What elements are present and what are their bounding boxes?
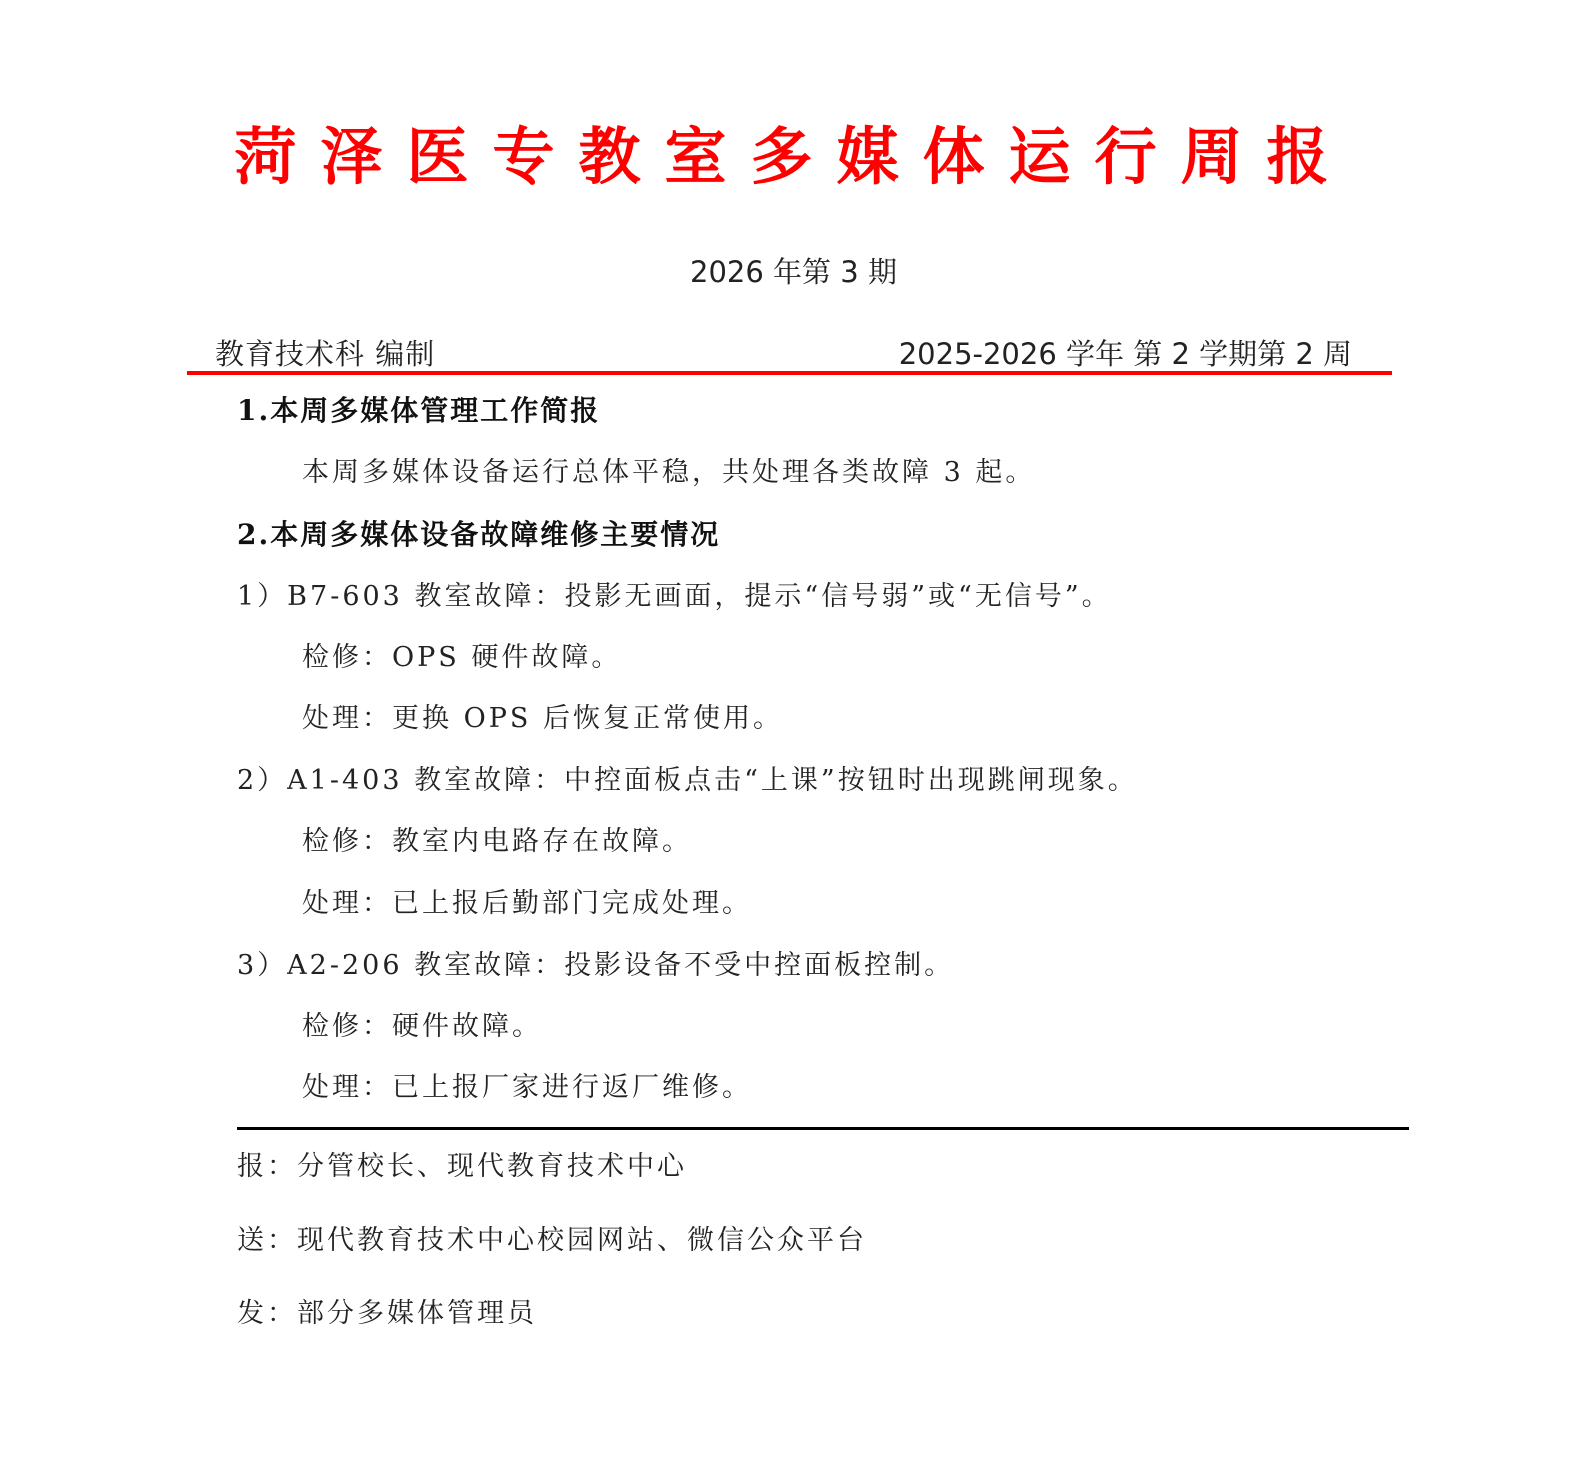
- fault-item-1-handle: 处理：更换 OPS 后恢复正常使用。: [302, 703, 783, 734]
- distribution-report: 报：分管校长、现代教育技术中心: [237, 1151, 687, 1182]
- issue-number: 2026 年第 3 期: [690, 255, 897, 289]
- fault-item-3: 3）A2-206 教室故障：投影设备不受中控面板控制。: [237, 950, 955, 981]
- fault-item-3-check: 检修：硬件故障。: [302, 1011, 542, 1042]
- fault-item-2-handle: 处理：已上报后勤部门完成处理。: [302, 888, 752, 919]
- fault-item-2: 2）A1-403 教室故障：中控面板点击“上课”按钮时出现跳闸现象。: [237, 765, 1138, 796]
- section1-text: 本周多媒体设备运行总体平稳，共处理各类故障 3 起。: [302, 457, 1036, 488]
- fault-item-1-check: 检修：OPS 硬件故障。: [302, 642, 622, 673]
- fault-item-1: 1）B7-603 教室故障：投影无画面，提示“信号弱”或“无信号”。: [237, 581, 1112, 612]
- section1-heading: 1.本周多媒体管理工作简报: [237, 394, 601, 427]
- footer-divider: [237, 1127, 1409, 1130]
- section2-heading: 2.本周多媒体设备故障维修主要情况: [237, 518, 721, 551]
- editor-line: 教育技术科 编制: [215, 337, 436, 371]
- term-week: 2025-2026 学年 第 2 学期第 2 周: [898, 337, 1352, 371]
- header-divider: [187, 371, 1392, 375]
- distribution-send: 送：现代教育技术中心校园网站、微信公众平台: [237, 1225, 867, 1256]
- fault-item-2-check: 检修：教室内电路存在故障。: [302, 826, 692, 857]
- distribution-issue: 发：部分多媒体管理员: [237, 1298, 537, 1329]
- fault-item-3-handle: 处理：已上报厂家进行返厂维修。: [302, 1072, 752, 1103]
- report-title: 菏泽医专教室多媒体运行周报: [234, 120, 1353, 193]
